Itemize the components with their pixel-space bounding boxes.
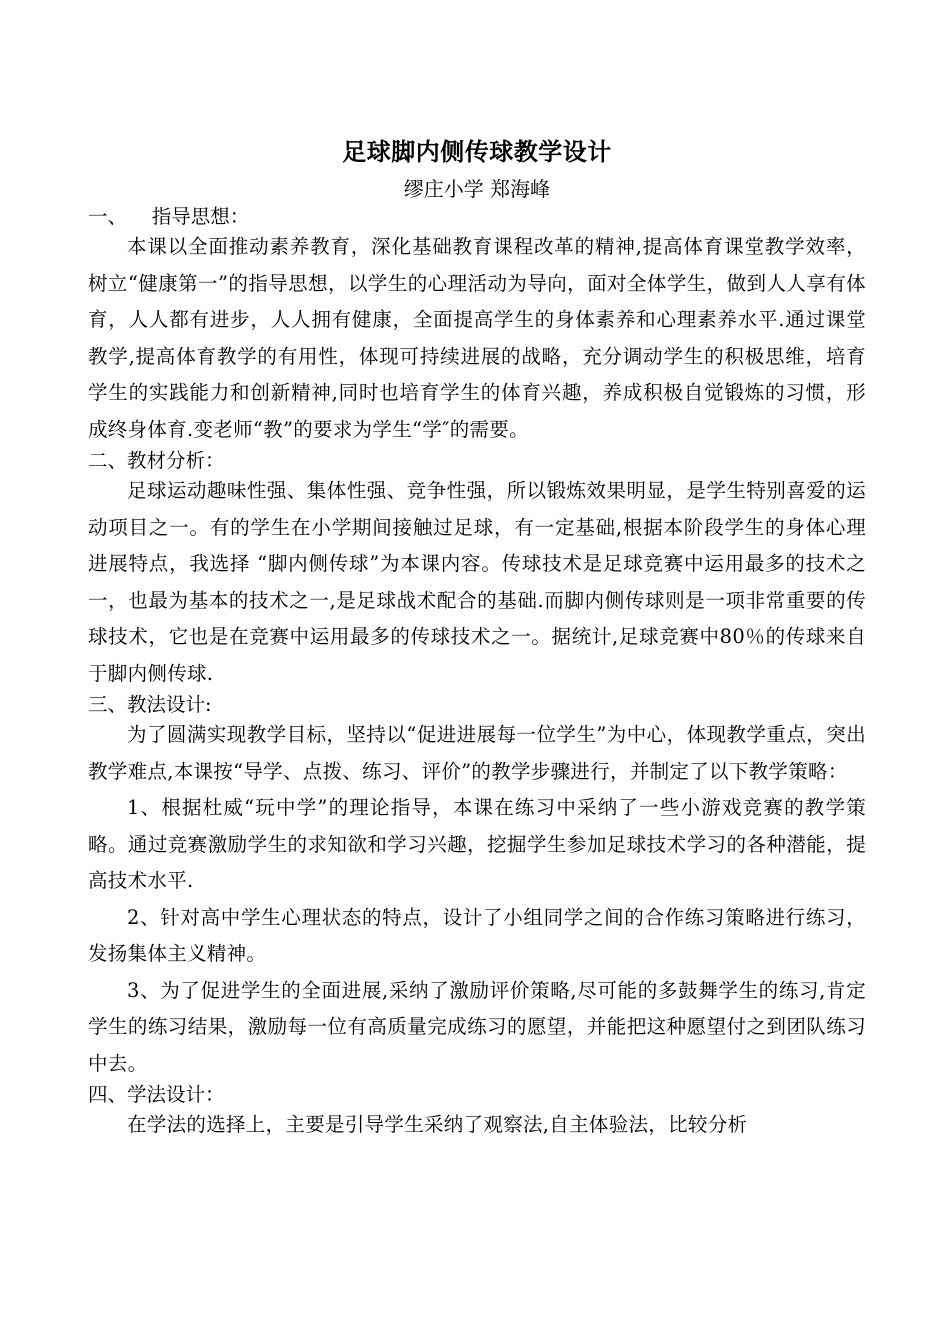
section-paragraph: 足球运动趣味性强、集体性强、竞争性强，所以锻炼效果明显，是学生特别喜爱的运动项目之一。有的学生在小学期间接触过足球，有一定基础,根据本阶段学生的身体心理进展特点，我选择 “脚内侧传球”为本课内容。传球技术是足球竞赛中运用最多的技术之一，也最为基本的技术之一,是足球战术配合的基础.而脚内侧传球则是一项非常重要的传球技术，它也是在竞赛中运用最多的传球技术之一。据统计,足球竞赛中80％的传球来自于脚内侧传球. bbox=[88, 479, 866, 685]
section-heading: 四、学法设计： bbox=[88, 1083, 225, 1106]
strategy-item-3: 3、为了促进学生的全面进展,采纳了激励评价策略,尽可能的多鼓舞学生的练习,肯定学生的练习结果，激励每一位有高质量完成练习的愿望，并能把这种愿望付之到团队练习中去。 bbox=[88, 978, 866, 1075]
document-author: 缪庄小学 郑海峰 bbox=[403, 177, 551, 201]
section-guiding-ideas bbox=[88, 204, 866, 448]
section-learning-method bbox=[88, 1082, 866, 1144]
section-heading: 二、教材分析： bbox=[88, 449, 225, 472]
section-heading: 三、教法设计: bbox=[88, 693, 212, 716]
section-heading: 一、 指导思想： bbox=[88, 205, 250, 228]
section-paragraph: 在学法的选择上，主要是引导学生采纳了观察法,自主体验法，比较分析 bbox=[127, 1113, 748, 1136]
strategy-item-1: 1、根据杜威“玩中学”的理论指导，本课在练习中采纳了一些小游戏竞赛的教学策略。通过竞赛激励学生的求知欲和学习兴趣，挖掘学生参加足球技术学习的各种潜能，提高技术水平. bbox=[88, 796, 866, 892]
strategy-item-2: 2、针对高中学生心理状态的特点，设计了小组同学之间的合作练习策略进行练习，发扬集体主义精神。 bbox=[88, 905, 866, 965]
section-teaching-method bbox=[88, 692, 866, 1082]
section-paragraph: 为了圆满实现教学目标，坚持以“促进进展每一位学生”为中心，体现教学重点，突出教学难点,本课按“导学、点拨、练习、评价”的教学步骤进行，并制定了以下教学策略： bbox=[88, 723, 866, 783]
document-body bbox=[88, 130, 866, 1144]
section-material-analysis bbox=[88, 448, 866, 692]
document-title: 足球脚内侧传球教学设计 bbox=[342, 138, 612, 166]
section-paragraph: 本课以全面推动素养教育，深化基础教育课程改革的精神,提高体育课堂教学效率，树立“健康第一”的指导思想，以学生的心理活动为导向，面对全体学生，做到人人享有体育，人人都有进步，人人拥有健康，全面提高学生的身体素养和心理素养水平.通过课堂教学,提高体育教学的有用性，体现可持续进展的战略，充分调动学生的积极思维，培育学生的实践能力和创新精神,同时也培育学生的体育兴趣，养成积极自觉锻炼的习惯，形成终身体育.变老师“教”的要求为学生“学″的需要。 bbox=[88, 235, 866, 441]
